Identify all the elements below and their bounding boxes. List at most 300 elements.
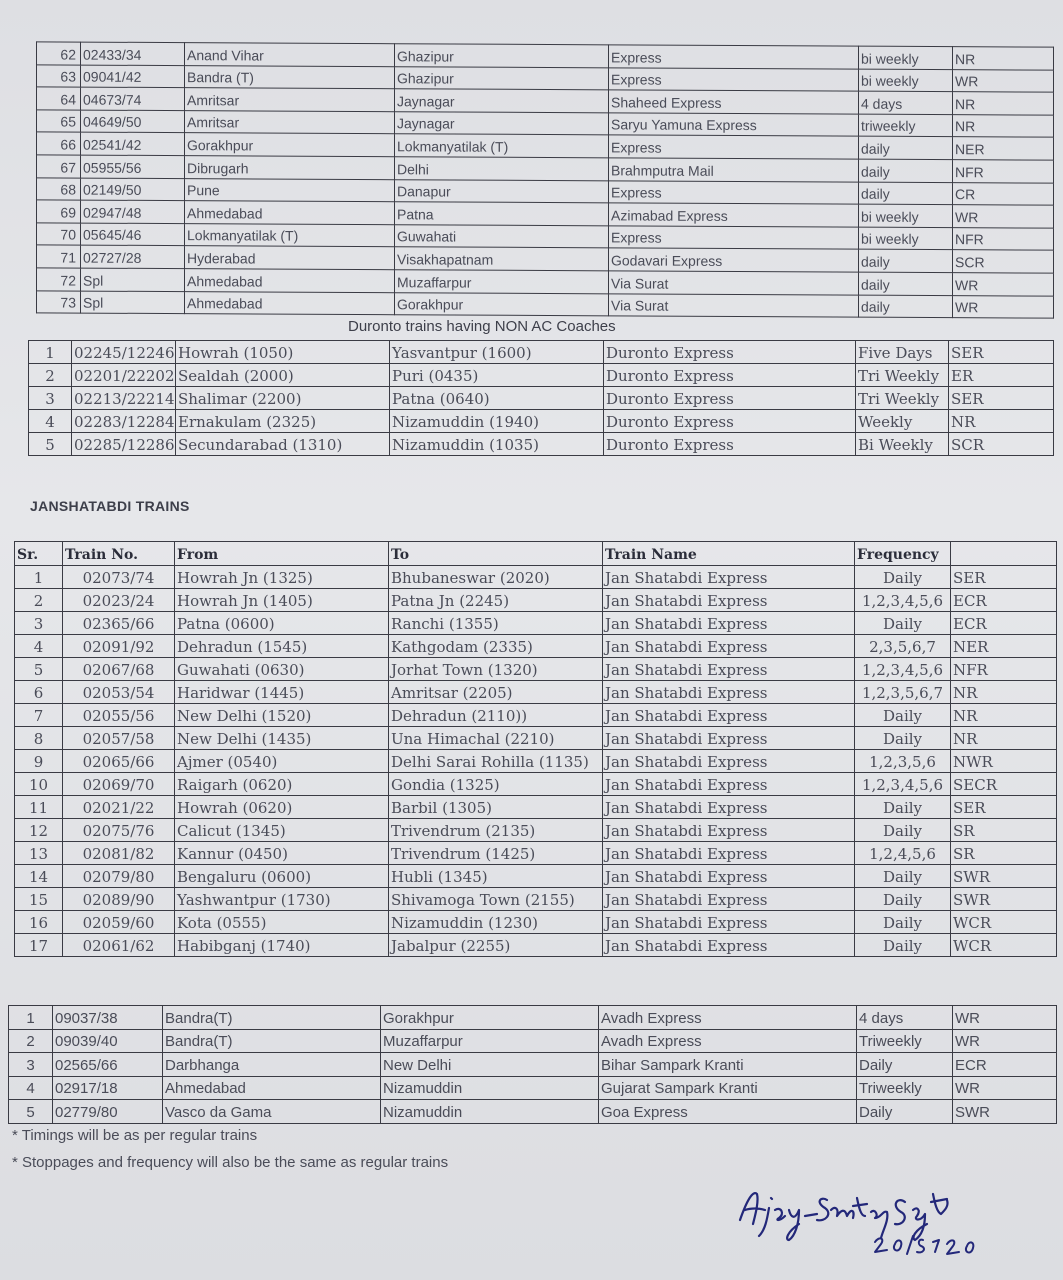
cell-sr: 4 xyxy=(15,635,63,658)
cell-to: Delhi Sarai Rohilla (1135) xyxy=(389,750,603,773)
cell-train-no: 02213/22214 xyxy=(72,387,176,410)
cell-frequency: Daily xyxy=(855,796,951,819)
cell-from: Amritsar xyxy=(185,88,395,112)
cell-train-no: 02947/48 xyxy=(81,200,185,223)
cell-zone: NFR xyxy=(951,658,1057,681)
cell-frequency: 1,2,3,5,6,7 xyxy=(855,681,951,704)
cell-frequency: bi weekly xyxy=(859,204,953,227)
table-row xyxy=(15,704,1057,727)
cell-frequency: Triweekly xyxy=(857,1029,953,1053)
cell-train-name: Jan Shatabdi Express xyxy=(603,773,855,796)
cell-sr: 6 xyxy=(15,681,63,704)
cell-train-name: Jan Shatabdi Express xyxy=(603,727,855,750)
cell-sr: 5 xyxy=(29,433,72,456)
cell-frequency: daily xyxy=(859,159,953,182)
cell-frequency: Daily xyxy=(855,727,951,750)
cell-sr: 2 xyxy=(29,364,72,387)
cell-train-no: 02283/12284 xyxy=(72,410,176,433)
cell-zone: SECR xyxy=(951,773,1057,796)
cell-to: Shivamoga Town (2155) xyxy=(389,888,603,911)
table-row xyxy=(29,341,1054,364)
cell-to: Hubli (1345) xyxy=(389,865,603,888)
cell-train-name: Avadh Express xyxy=(599,1006,857,1030)
cell-sr: 63 xyxy=(37,64,81,87)
cell-from: Vasco da Gama xyxy=(163,1100,381,1124)
cell-to: Jaynagar xyxy=(395,111,609,135)
cell-train-no: 02067/68 xyxy=(63,658,175,681)
cell-zone: WR xyxy=(953,69,1054,92)
cell-train-no: 02365/66 xyxy=(63,612,175,635)
cell-train-no: 02057/58 xyxy=(63,727,175,750)
table-row xyxy=(9,1029,1057,1053)
cell-frequency: Daily xyxy=(855,911,951,934)
cell-sr: 72 xyxy=(37,268,81,291)
cell-from: Amritsar xyxy=(185,110,395,134)
cell-train-no: 02149/50 xyxy=(81,178,185,201)
cell-from: Kannur (0450) xyxy=(175,842,389,865)
cell-train-name: Express xyxy=(609,45,859,69)
column-header-train-name: Train Name xyxy=(603,542,855,566)
cell-to: Gorakhpur xyxy=(395,292,609,316)
cell-from: New Delhi (1520) xyxy=(175,704,389,727)
cell-to: Trivendrum (1425) xyxy=(389,842,603,865)
cell-frequency: 1,2,4,5,6 xyxy=(855,842,951,865)
table-row xyxy=(9,1006,1057,1030)
cell-from: Shalimar (2200) xyxy=(176,387,390,410)
cell-sr: 67 xyxy=(37,155,81,178)
cell-zone: SCR xyxy=(953,250,1054,273)
cell-sr: 2 xyxy=(15,589,63,612)
cell-frequency: triweekly xyxy=(859,114,953,137)
cell-zone: NFR xyxy=(953,227,1054,250)
cell-train-name: Gujarat Sampark Kranti xyxy=(599,1076,857,1100)
cell-zone: WR xyxy=(953,1029,1057,1053)
cell-train-no: 02081/82 xyxy=(63,842,175,865)
cell-zone: SER xyxy=(949,341,1054,364)
cell-train-name: Brahmputra Mail xyxy=(609,158,859,182)
cell-train-no: 02089/90 xyxy=(63,888,175,911)
cell-frequency: Daily xyxy=(857,1100,953,1124)
cell-to: Muzaffarpur xyxy=(395,270,609,294)
cell-frequency: Five Days xyxy=(856,341,949,364)
cell-zone: SCR xyxy=(949,433,1054,456)
cell-frequency: 1,2,3,4,5,6 xyxy=(855,773,951,796)
cell-zone: SR xyxy=(951,842,1057,865)
cell-frequency: 1,2,3,4,5,6 xyxy=(855,589,951,612)
cell-from: Raigarh (0620) xyxy=(175,773,389,796)
cell-train-name: Jan Shatabdi Express xyxy=(603,681,855,704)
cell-sr: 12 xyxy=(15,819,63,842)
cell-train-no: 02201/22202 xyxy=(72,364,176,387)
cell-from: Howrah (1050) xyxy=(176,341,390,364)
cell-train-name: Jan Shatabdi Express xyxy=(603,635,855,658)
cell-to: Dehradun (2110)) xyxy=(389,704,603,727)
cell-to: Patna Jn (2245) xyxy=(389,589,603,612)
cell-train-name: Express xyxy=(609,135,859,159)
table-row xyxy=(29,410,1054,433)
cell-to: Patna xyxy=(395,202,609,226)
table-row xyxy=(37,290,1054,318)
cell-zone: NWR xyxy=(951,750,1057,773)
cell-to: Una Himachal (2210) xyxy=(389,727,603,750)
cell-train-no: 02565/66 xyxy=(53,1053,163,1077)
cell-train-no: 02075/76 xyxy=(63,819,175,842)
cell-zone: SER xyxy=(949,387,1054,410)
cell-from: Ahmedabad xyxy=(163,1076,381,1100)
cell-to: Patna (0640) xyxy=(390,387,604,410)
cell-to: Nizamuddin xyxy=(381,1100,599,1124)
cell-train-no: 02433/34 xyxy=(81,42,185,65)
cell-zone: NR xyxy=(953,47,1054,70)
table-row xyxy=(15,865,1057,888)
cell-train-no: 02061/62 xyxy=(63,934,175,957)
cell-train-name: Jan Shatabdi Express xyxy=(603,750,855,773)
cell-train-no: 02285/12286 xyxy=(72,433,176,456)
cell-sr: 10 xyxy=(15,773,63,796)
cell-from: Bandra(T) xyxy=(163,1006,381,1030)
cell-frequency: daily xyxy=(859,249,953,272)
cell-from: Pune xyxy=(185,178,395,202)
duronto-trains-table xyxy=(28,340,1054,456)
cell-sr: 13 xyxy=(15,842,63,865)
cell-zone: WCR xyxy=(951,911,1057,934)
cell-train-no: 04673/74 xyxy=(81,87,185,110)
cell-sr: 9 xyxy=(15,750,63,773)
cell-sr: 69 xyxy=(37,200,81,223)
cell-from: Secundarabad (1310) xyxy=(176,433,390,456)
cell-sr: 2 xyxy=(9,1029,53,1053)
cell-from: New Delhi (1435) xyxy=(175,727,389,750)
cell-zone: NFR xyxy=(953,160,1054,183)
cell-to: Lokmanyatilak (T) xyxy=(395,134,609,158)
cell-from: Ahmedabad xyxy=(185,269,395,293)
cell-to: Muzaffarpur xyxy=(381,1029,599,1053)
cell-frequency: Daily xyxy=(855,865,951,888)
table-row xyxy=(15,911,1057,934)
cell-to: Barbil (1305) xyxy=(389,796,603,819)
table-row xyxy=(9,1076,1057,1100)
cell-from: Ajmer (0540) xyxy=(175,750,389,773)
cell-zone: NR xyxy=(951,681,1057,704)
note-stoppages: * Stoppages and frequency will also be the same as regular trains xyxy=(12,1154,449,1171)
special-trains-table-continued xyxy=(36,41,1054,318)
column-header-from: From xyxy=(175,542,389,566)
cell-train-no: 09041/42 xyxy=(81,65,185,88)
cell-sr: 62 xyxy=(37,42,81,65)
cell-sr: 73 xyxy=(37,290,81,313)
cell-train-name: Express xyxy=(609,180,859,204)
cell-train-no: 02053/54 xyxy=(63,681,175,704)
cell-train-no: 02079/80 xyxy=(63,865,175,888)
cell-train-no: 02069/70 xyxy=(63,773,175,796)
cell-from: Bandra(T) xyxy=(163,1029,381,1053)
cell-train-name: Jan Shatabdi Express xyxy=(603,911,855,934)
cell-train-name: Jan Shatabdi Express xyxy=(603,888,855,911)
cell-to: Amritsar (2205) xyxy=(389,681,603,704)
cell-to: Ghazipur xyxy=(395,66,609,90)
cell-frequency: 1,2,3,5,6 xyxy=(855,750,951,773)
cell-to: Ranchi (1355) xyxy=(389,612,603,635)
cell-to: Nizamuddin (1940) xyxy=(390,410,604,433)
cell-from: Darbhanga xyxy=(163,1053,381,1077)
cell-zone: ECR xyxy=(953,1053,1057,1077)
cell-sr: 64 xyxy=(37,87,81,110)
cell-frequency: bi weekly xyxy=(859,46,953,69)
cell-train-no: 02541/42 xyxy=(81,132,185,155)
cell-from: Sealdah (2000) xyxy=(176,364,390,387)
cell-to: Nizamuddin xyxy=(381,1076,599,1100)
cell-train-no: 02779/80 xyxy=(53,1100,163,1124)
cell-from: Ernakulam (2325) xyxy=(176,410,390,433)
cell-zone: NER xyxy=(953,137,1054,160)
cell-to: Gorakhpur xyxy=(381,1006,599,1030)
table-row xyxy=(15,727,1057,750)
cell-sr: 68 xyxy=(37,177,81,200)
cell-zone: ECR xyxy=(951,612,1057,635)
cell-train-no: 09037/38 xyxy=(53,1006,163,1030)
cell-train-name: Jan Shatabdi Express xyxy=(603,704,855,727)
cell-train-name: Jan Shatabdi Express xyxy=(603,612,855,635)
cell-train-name: Bihar Sampark Kranti xyxy=(599,1053,857,1077)
janshatabdi-trains-table xyxy=(14,541,1057,957)
table-row xyxy=(15,888,1057,911)
cell-frequency: Daily xyxy=(855,612,951,635)
column-header-zone xyxy=(951,542,1057,566)
cell-sr: 11 xyxy=(15,796,63,819)
duronto-heading: Duronto trains having NON AC Coaches xyxy=(348,318,616,335)
cell-to: Gondia (1325) xyxy=(389,773,603,796)
cell-from: Ahmedabad xyxy=(185,201,395,225)
cell-train-name: Goa Express xyxy=(599,1100,857,1124)
cell-train-name: Jan Shatabdi Express xyxy=(603,566,855,589)
cell-zone: WCR xyxy=(951,934,1057,957)
cell-zone: NR xyxy=(953,114,1054,137)
cell-zone: WR xyxy=(953,1006,1057,1030)
cell-train-name: Duronto Express xyxy=(604,341,856,364)
cell-sr: 1 xyxy=(9,1006,53,1030)
cell-to: Nizamuddin (1230) xyxy=(389,911,603,934)
table-row xyxy=(15,796,1057,819)
cell-frequency: 4 days xyxy=(859,91,953,114)
cell-train-name: Godavari Express xyxy=(609,248,859,272)
cell-train-no: 04649/50 xyxy=(81,110,185,133)
cell-to: Jaynagar xyxy=(395,89,609,113)
cell-zone: WR xyxy=(953,1076,1057,1100)
cell-train-no: 02917/18 xyxy=(53,1076,163,1100)
table-row xyxy=(15,934,1057,957)
table-row xyxy=(15,773,1057,796)
table-row xyxy=(9,1100,1057,1124)
cell-from: Bengaluru (0600) xyxy=(175,865,389,888)
handwritten-signature xyxy=(735,1180,995,1260)
cell-frequency: 4 days xyxy=(857,1006,953,1030)
cell-frequency: 2,3,5,6,7 xyxy=(855,635,951,658)
cell-train-no: Spl xyxy=(81,291,185,314)
cell-zone: NR xyxy=(953,92,1054,115)
cell-train-name: Via Surat xyxy=(609,293,859,317)
cell-sr: 7 xyxy=(15,704,63,727)
cell-frequency: Daily xyxy=(855,819,951,842)
cell-train-name: Duronto Express xyxy=(604,410,856,433)
cell-zone: ER xyxy=(949,364,1054,387)
cell-from: Habibganj (1740) xyxy=(175,934,389,957)
cell-frequency: Daily xyxy=(855,934,951,957)
cell-from: Ahmedabad xyxy=(185,291,395,315)
cell-frequency: daily xyxy=(859,182,953,205)
cell-to: Kathgodam (2335) xyxy=(389,635,603,658)
cell-from: Lokmanyatilak (T) xyxy=(185,223,395,247)
cell-train-name: Duronto Express xyxy=(604,433,856,456)
cell-train-no: 02727/28 xyxy=(81,245,185,268)
cell-from: Kota (0555) xyxy=(175,911,389,934)
cell-frequency: Tri Weekly xyxy=(856,364,949,387)
cell-from: Howrah (0620) xyxy=(175,796,389,819)
cell-train-no: 02065/66 xyxy=(63,750,175,773)
cell-train-name: Express xyxy=(609,67,859,91)
cell-train-name: Jan Shatabdi Express xyxy=(603,796,855,819)
cell-train-no: 05645/46 xyxy=(81,223,185,246)
column-header-to: To xyxy=(389,542,603,566)
cell-train-no: Spl xyxy=(81,268,185,291)
cell-train-name: Jan Shatabdi Express xyxy=(603,589,855,612)
cell-sr: 5 xyxy=(15,658,63,681)
cell-from: Yashwantpur (1730) xyxy=(175,888,389,911)
cell-sr: 3 xyxy=(29,387,72,410)
cell-frequency: Weekly xyxy=(856,410,949,433)
cell-train-name: Saryu Yamuna Express xyxy=(609,113,859,137)
cell-from: Howrah Jn (1325) xyxy=(175,566,389,589)
cell-sr: 15 xyxy=(15,888,63,911)
table-row xyxy=(29,387,1054,410)
cell-train-no: 02245/12246 xyxy=(72,341,176,364)
table-row xyxy=(29,433,1054,456)
cell-to: Jorhat Town (1320) xyxy=(389,658,603,681)
cell-frequency: Daily xyxy=(855,704,951,727)
column-header-sr: Sr. xyxy=(15,542,63,566)
cell-zone: WR xyxy=(953,295,1054,318)
cell-from: Guwahati (0630) xyxy=(175,658,389,681)
cell-to: New Delhi xyxy=(381,1053,599,1077)
table-row xyxy=(15,842,1057,865)
sampark-kranti-trains-table xyxy=(8,1005,1057,1124)
column-header-train-no: Train No. xyxy=(63,542,175,566)
table-row xyxy=(15,612,1057,635)
cell-train-no: 02059/60 xyxy=(63,911,175,934)
cell-frequency: daily xyxy=(859,137,953,160)
cell-sr: 71 xyxy=(37,245,81,268)
cell-to: Ghazipur xyxy=(395,44,609,68)
cell-frequency: bi weekly xyxy=(859,227,953,250)
cell-zone: NR xyxy=(949,410,1054,433)
table-row xyxy=(15,589,1057,612)
cell-sr: 16 xyxy=(15,911,63,934)
table-row xyxy=(15,658,1057,681)
cell-sr: 3 xyxy=(15,612,63,635)
cell-train-name: Via Surat xyxy=(609,271,859,295)
cell-to: Bhubaneswar (2020) xyxy=(389,566,603,589)
cell-sr: 8 xyxy=(15,727,63,750)
cell-train-no: 02023/24 xyxy=(63,589,175,612)
cell-zone: SER xyxy=(951,566,1057,589)
cell-zone: WR xyxy=(953,273,1054,296)
cell-frequency: Triweekly xyxy=(857,1076,953,1100)
cell-train-no: 02091/92 xyxy=(63,635,175,658)
table-row xyxy=(15,819,1057,842)
cell-sr: 65 xyxy=(37,110,81,133)
cell-zone: NR xyxy=(951,727,1057,750)
cell-to: Danapur xyxy=(395,179,609,203)
cell-from: Calicut (1345) xyxy=(175,819,389,842)
cell-from: Haridwar (1445) xyxy=(175,681,389,704)
janshatabdi-heading: JANSHATABDI TRAINS xyxy=(30,498,190,514)
cell-frequency: bi weekly xyxy=(859,69,953,92)
cell-train-name: Duronto Express xyxy=(604,387,856,410)
cell-frequency: 1,2,3,4,5,6 xyxy=(855,658,951,681)
cell-train-no: 09039/40 xyxy=(53,1029,163,1053)
cell-frequency: Tri Weekly xyxy=(856,387,949,410)
cell-to: Delhi xyxy=(395,157,609,181)
cell-zone: WR xyxy=(953,205,1054,228)
cell-to: Yasvantpur (1600) xyxy=(390,341,604,364)
cell-train-no: 02073/74 xyxy=(63,566,175,589)
cell-sr: 14 xyxy=(15,865,63,888)
table-row xyxy=(15,635,1057,658)
cell-to: Puri (0435) xyxy=(390,364,604,387)
cell-sr: 70 xyxy=(37,223,81,246)
cell-zone: CR xyxy=(953,182,1054,205)
cell-train-name: Duronto Express xyxy=(604,364,856,387)
cell-train-name: Azimabad Express xyxy=(609,203,859,227)
cell-zone: ECR xyxy=(951,589,1057,612)
cell-sr: 1 xyxy=(29,341,72,364)
cell-frequency: Daily xyxy=(855,566,951,589)
cell-train-name: Jan Shatabdi Express xyxy=(603,865,855,888)
cell-sr: 4 xyxy=(9,1076,53,1100)
cell-frequency: daily xyxy=(859,272,953,295)
cell-zone: SER xyxy=(951,796,1057,819)
cell-train-no: 02021/22 xyxy=(63,796,175,819)
cell-to: Nizamuddin (1035) xyxy=(390,433,604,456)
cell-from: Dehradun (1545) xyxy=(175,635,389,658)
cell-train-name: Shaheed Express xyxy=(609,90,859,114)
cell-sr: 3 xyxy=(9,1053,53,1077)
cell-from: Howrah Jn (1405) xyxy=(175,589,389,612)
cell-to: Jabalpur (2255) xyxy=(389,934,603,957)
note-timings: * Timings will be as per regular trains xyxy=(12,1127,258,1144)
cell-train-name: Jan Shatabdi Express xyxy=(603,658,855,681)
cell-sr: 17 xyxy=(15,934,63,957)
cell-from: Anand Vihar xyxy=(185,43,395,67)
table-row xyxy=(15,681,1057,704)
cell-from: Patna (0600) xyxy=(175,612,389,635)
cell-zone: NR xyxy=(951,704,1057,727)
cell-train-name: Avadh Express xyxy=(599,1029,857,1053)
cell-from: Hyderabad xyxy=(185,246,395,270)
cell-from: Dibrugarh xyxy=(185,156,395,180)
cell-zone: SWR xyxy=(951,888,1057,911)
cell-frequency: Daily xyxy=(857,1053,953,1077)
cell-frequency: Bi Weekly xyxy=(856,433,949,456)
cell-from: Gorakhpur xyxy=(185,133,395,157)
column-header-frequency: Frequency xyxy=(855,542,951,566)
cell-sr: 5 xyxy=(9,1100,53,1124)
cell-to: Guwahati xyxy=(395,224,609,248)
cell-to: Visakhapatnam xyxy=(395,247,609,271)
table-row xyxy=(15,566,1057,589)
table-row xyxy=(9,1053,1057,1077)
cell-sr: 4 xyxy=(29,410,72,433)
cell-zone: NER xyxy=(951,635,1057,658)
